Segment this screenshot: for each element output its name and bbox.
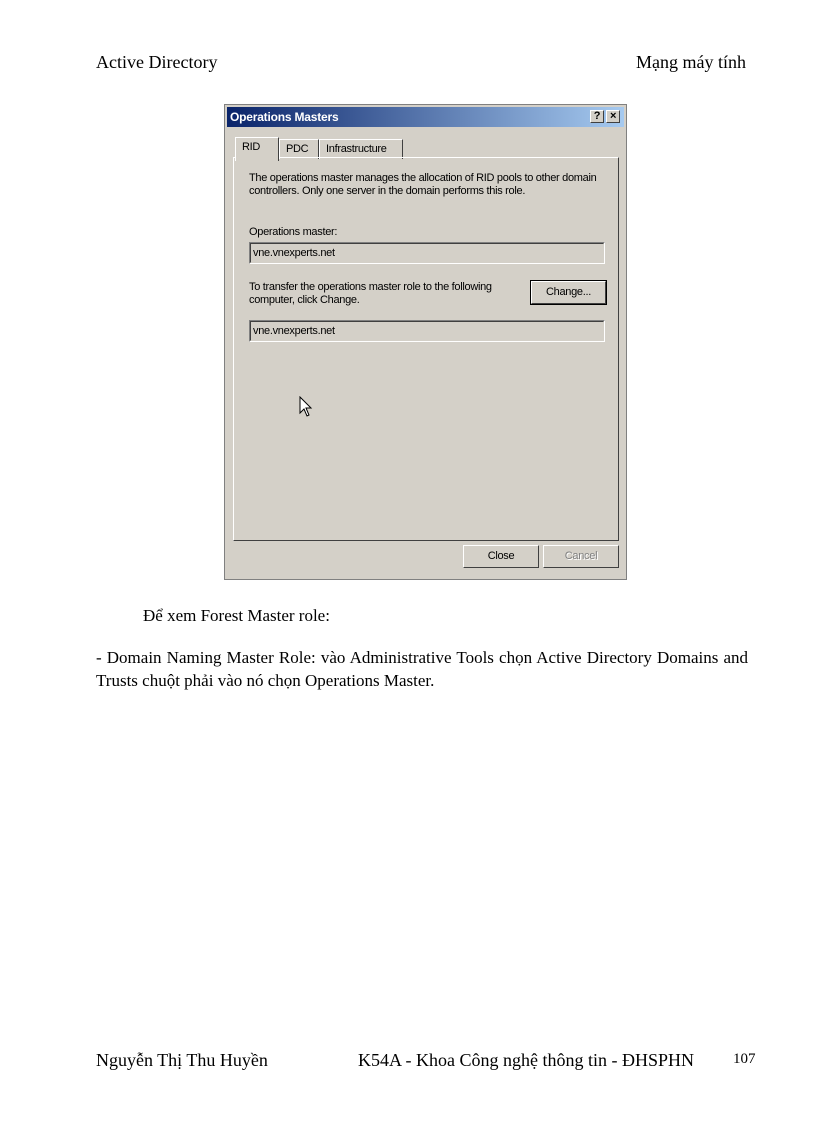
- tab-rid[interactable]: RID: [235, 137, 279, 161]
- help-button[interactable]: ?: [590, 110, 604, 123]
- operations-masters-dialog: [224, 104, 627, 580]
- target-server-value: vne.vnexperts.net: [253, 325, 335, 337]
- tab-infrastructure[interactable]: Infrastructure: [319, 139, 403, 159]
- operations-master-field[interactable]: [249, 242, 605, 264]
- dialog-titlebar: [227, 107, 624, 127]
- cancel-button[interactable]: Cancel: [543, 545, 619, 568]
- tab-panel-rid: [233, 157, 619, 541]
- tab-pdc[interactable]: PDC: [279, 139, 319, 159]
- operations-master-label: Operations master:: [249, 226, 338, 238]
- close-icon[interactable]: ×: [606, 110, 620, 123]
- change-button[interactable]: Change...: [531, 281, 606, 304]
- footer-author: Nguyễn Thị Thu Huyền: [96, 1050, 268, 1070]
- target-server-field[interactable]: [249, 320, 605, 342]
- page-number: 107: [733, 1051, 756, 1067]
- role-description: The operations master manages the allocation of RID pools to other domain controllers. Only one server in the domain performs this role.: [249, 172, 597, 197]
- header-right: Mạng máy tính: [636, 52, 746, 72]
- dialog-title: Operations Masters: [230, 110, 339, 124]
- paragraph-domain-naming: - Domain Naming Master Role: vào Administrative Tools chọn Active Directory Domains and Trusts chuột phải vào nó chọn Operations Master.: [96, 648, 748, 690]
- close-button[interactable]: Close: [463, 545, 539, 568]
- operations-master-value: vne.vnexperts.net: [253, 247, 335, 259]
- header-left: Active Directory: [96, 52, 218, 72]
- footer-department: K54A - Khoa Công nghệ thông tin - ĐHSPHN: [358, 1050, 694, 1070]
- paragraph-forest-master: Để xem Forest Master role:: [143, 606, 330, 625]
- mouse-pointer-icon: [299, 396, 313, 418]
- transfer-instructions: To transfer the operations master role to the following computer, click Change.: [249, 281, 492, 306]
